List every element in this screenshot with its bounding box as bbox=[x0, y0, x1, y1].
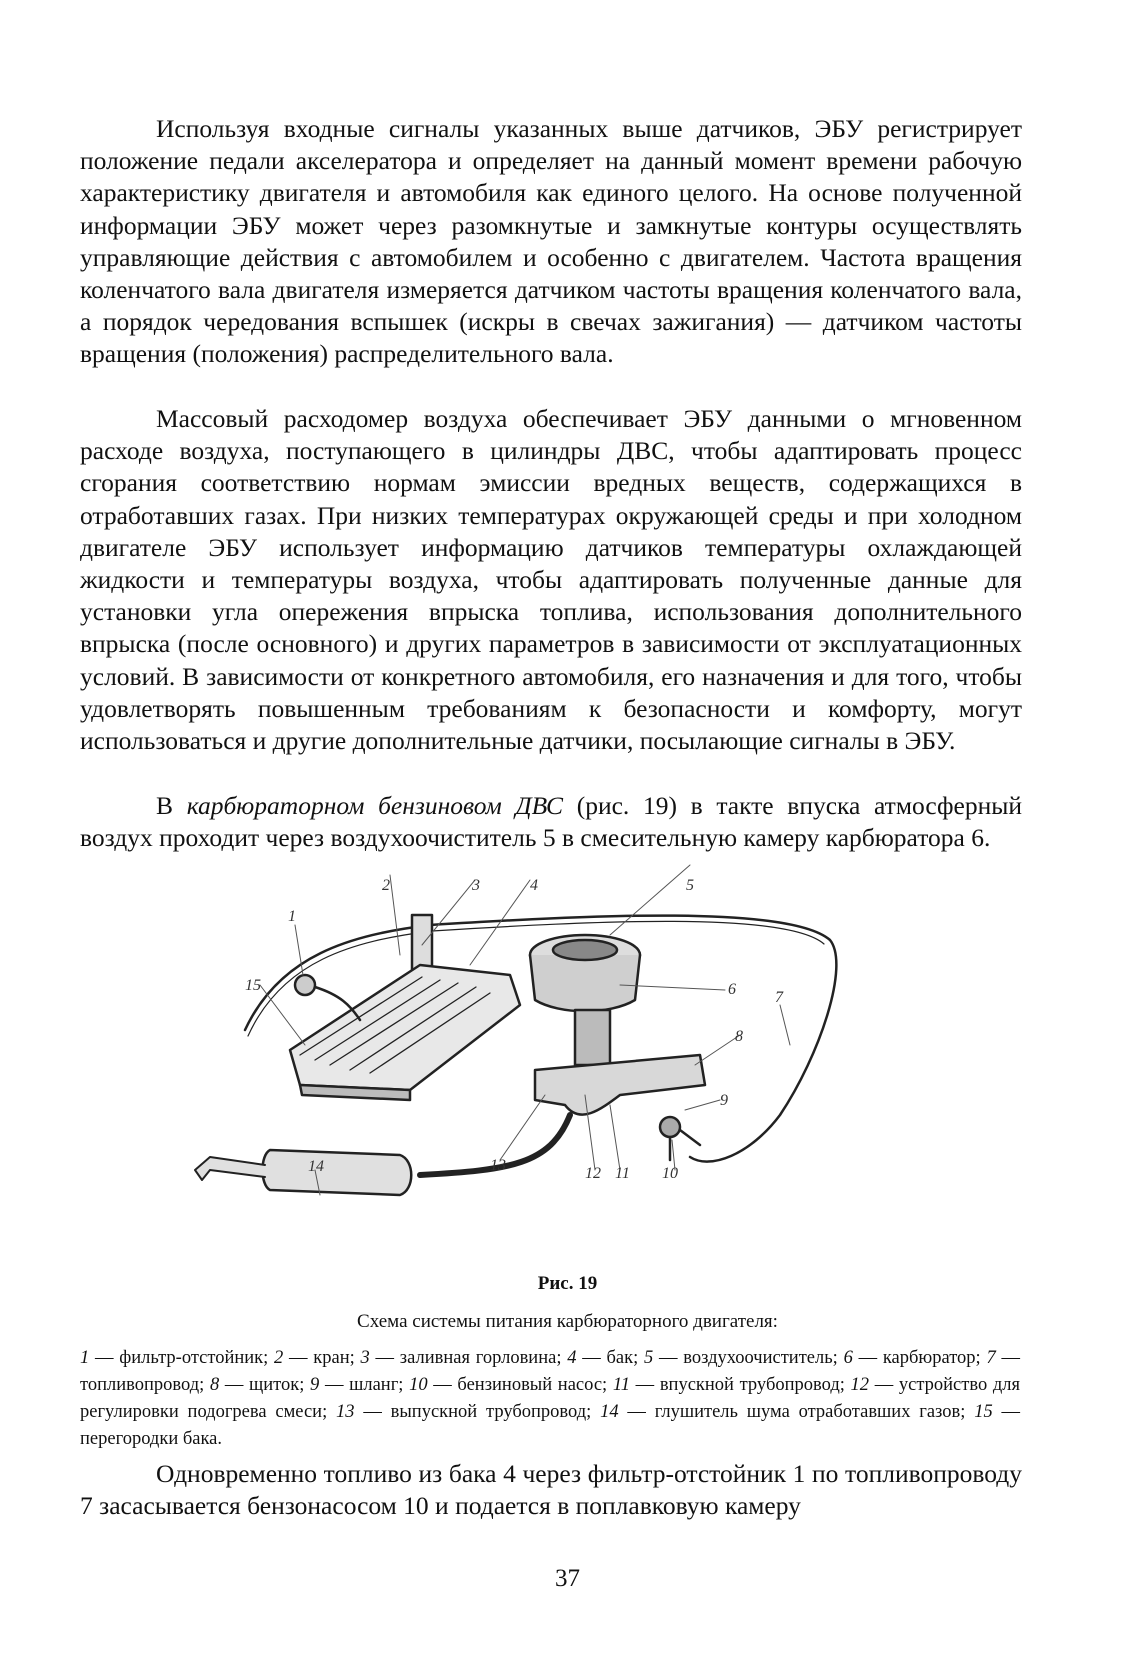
paragraph-1-text: Используя входные сигналы указанных выше датчиков, ЭБУ регистрирует положение педали акселератора и определяет на данный момент времени рабочую характеристику двигателя и автомобиля как единого целого. На основе полученной информации ЭБУ может через разомкнутые и замкнутые контуры осуществлять управляющие действия с автомобилем и особенно с двигателем. Частота вращения коленчатого вала двигателя измеряется датчиком частоты вращения коленчатого вала, а порядок чередования вспышек (искры в свечах зажигания) — датчиком частоты вращения (положения) распределительного вала. bbox=[80, 114, 1022, 369]
legend-num-10: 10 bbox=[409, 1375, 428, 1395]
diagram-label-11: 11 bbox=[615, 1165, 630, 1182]
legend-text-10: — бензиновый насос; bbox=[427, 1375, 613, 1395]
diagram-label-14: 14 bbox=[308, 1158, 324, 1175]
paragraph-4 bbox=[80, 1458, 1022, 1522]
legend-num-2: 2 bbox=[274, 1348, 284, 1368]
legend-num-12: 12 bbox=[850, 1375, 870, 1395]
figure-legend bbox=[80, 1345, 1020, 1453]
diagram-label-5: 5 bbox=[686, 877, 694, 894]
diagram-label-12: 12 bbox=[585, 1165, 601, 1182]
paragraph-3-prefix: В bbox=[156, 791, 187, 820]
legend-num-8: 8 bbox=[209, 1375, 220, 1395]
paragraph-3-text bbox=[80, 790, 1022, 854]
diagram-label-9: 9 bbox=[720, 1092, 728, 1109]
legend-text-4: — бак; bbox=[576, 1348, 644, 1368]
legend-num-1: 1 bbox=[80, 1348, 90, 1368]
legend-text-7: — топливопровод; bbox=[80, 1348, 1020, 1395]
legend-text-6: — карбюратор; bbox=[852, 1348, 987, 1368]
legend-num-5: 5 bbox=[643, 1348, 654, 1368]
intake-manifold bbox=[535, 1055, 705, 1115]
diagram-label-7: 7 bbox=[775, 989, 783, 1006]
legend-text-5: — воздухоочиститель; bbox=[653, 1348, 844, 1368]
legend-num-11: 11 bbox=[612, 1375, 630, 1395]
diagram-label-4: 4 bbox=[530, 877, 538, 894]
diagram-label-13: 13 bbox=[490, 1157, 506, 1174]
legend-num-9: 9 bbox=[310, 1375, 320, 1395]
muffler bbox=[263, 1150, 412, 1195]
legend-text-1: — фильтр-отстойник; bbox=[89, 1348, 275, 1368]
fuel-system-diagram bbox=[190, 877, 900, 1255]
diagram-label-10: 10 bbox=[662, 1165, 678, 1182]
legend-text-11: — впускной трубопровод; bbox=[630, 1375, 851, 1395]
paragraph-4-text: Одновременно топливо из бака 4 через фильтр-отстойник 1 по топливопроводу 7 засасывается бензонасосом 10 и подается в поплавковую камеру bbox=[80, 1459, 1022, 1521]
legend-num-15: 15 bbox=[974, 1402, 993, 1422]
diagram-label-3: 3 bbox=[472, 877, 480, 894]
tail-pipe bbox=[195, 1157, 265, 1180]
figure-title: Рис. 19 bbox=[537, 1273, 598, 1294]
diagram-label-8: 8 bbox=[735, 1028, 743, 1045]
legend-text-9: — шланг; bbox=[319, 1375, 410, 1395]
diagram-label-2: 2 bbox=[382, 877, 390, 894]
legend-text-15: — перегородки бака. bbox=[80, 1402, 1020, 1449]
legend-text-13: — выпускной трубопровод; bbox=[354, 1402, 601, 1422]
legend-text-12: — устройство для регулировки подогрева смеси; bbox=[80, 1375, 1021, 1422]
diagram-label-1: 1 bbox=[288, 908, 296, 925]
legend-num-13: 13 bbox=[336, 1402, 355, 1422]
legend-num-4: 4 bbox=[567, 1348, 577, 1368]
filter-sediment bbox=[295, 975, 315, 995]
legend-text-3: — заливная горловина; bbox=[369, 1348, 568, 1368]
legend-text-14: — глушитель шума отработавших газов; bbox=[618, 1402, 975, 1422]
carburetor bbox=[575, 1010, 610, 1065]
paragraph-2-text: Массовый расходомер воздуха обеспечивает ЭБУ данными о мгновенном расходе воздуха, поступающего в цилиндры ДВС, чтобы адаптировать процесс сгорания соответствию нормам эмиссии вредных веществ, содержащихся в отработавших газах. При низких температурах окружающей среды и при холодном двигателе ЭБУ использует информацию датчиков температуры охлаждающей жидкости и температуры воздуха, чтобы адаптировать полученные данные для установки угла опережения впрыска топлива, использования дополнительного впрыска (после основного) и других параметров в зависимости от эксплуатационных условий. В зависимости от конкретного автомобиля, его назначения и для того, чтобы удовлетворять повышенным требованиям к безопасности и комфорту, могут использоваться и другие дополнительные датчики, посылающие сигналы в ЭБУ. bbox=[80, 404, 1022, 756]
legend-text-2: — кран; bbox=[283, 1348, 361, 1368]
fuel-tank bbox=[290, 965, 520, 1090]
diagram-label-15: 15 bbox=[245, 977, 261, 994]
page-number: 37 bbox=[555, 1565, 580, 1592]
legend-num-3: 3 bbox=[360, 1348, 370, 1368]
figure-caption-head: Схема системы питания карбюраторного двигателя: bbox=[357, 1311, 778, 1332]
paragraph-3-italic: карбюраторном бензиновом ДВС bbox=[186, 791, 564, 820]
legend-num-7: 7 bbox=[986, 1348, 996, 1368]
fuel-pump bbox=[660, 1117, 680, 1137]
paragraph-2 bbox=[80, 403, 1022, 757]
legend-num-6: 6 bbox=[843, 1348, 853, 1368]
paragraph-3-suffix: (рис. 19) в такте впуска атмосферный воздух проходит через воздухоочиститель 5 в смесительную камеру карбюратора 6. bbox=[80, 791, 1022, 853]
legend-text-8: — щиток; bbox=[219, 1375, 311, 1395]
paragraph-3 bbox=[80, 790, 1022, 854]
diagram-label-6: 6 bbox=[728, 981, 736, 998]
paragraph-1 bbox=[80, 113, 1022, 371]
legend-num-14: 14 bbox=[600, 1402, 619, 1422]
